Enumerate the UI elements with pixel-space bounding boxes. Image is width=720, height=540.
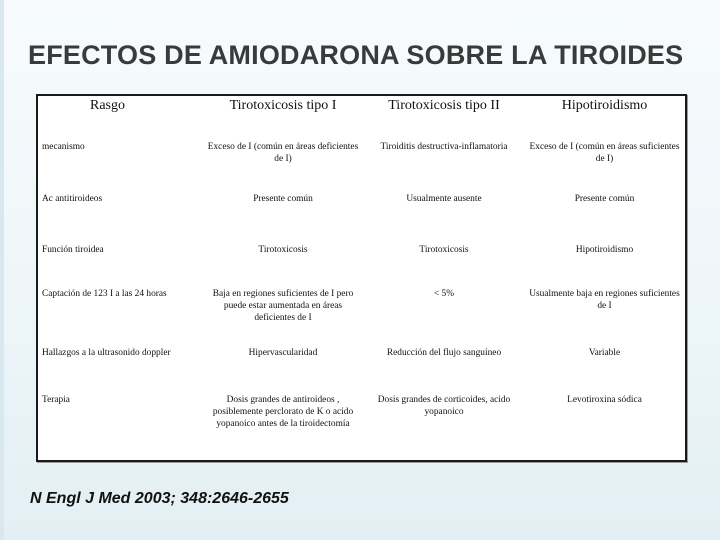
amiodarone-effects-table xyxy=(36,94,687,462)
table-cell: Dosis grandes de corticoides, acido yopanoico xyxy=(377,395,511,417)
row-label: Hallazgos a la ultrasonido doppler xyxy=(42,348,171,358)
header-tirotoxicosis-tipo-1: Tirotoxicosis tipo I xyxy=(229,98,337,113)
table-row xyxy=(38,394,685,462)
table-row xyxy=(38,288,685,347)
table-cell: Hipotiroidismo xyxy=(575,245,634,255)
table-row xyxy=(38,244,685,288)
slide-edge-accent xyxy=(0,0,4,540)
table-row xyxy=(38,193,685,244)
table-cell: Dosis grandes de antiroideos , posiblemente perclorato de K o acido yopanoico antes de la tiroidectomía xyxy=(212,395,354,429)
table-cell: Baja en regiones suficientes de I pero puede estar aumentada en áreas deficientes de I xyxy=(212,289,354,323)
table-cell: Presente común xyxy=(574,194,635,204)
citation: N Engl J Med 2003; 348:2646-2655 xyxy=(30,490,289,507)
table-cell: Exceso de I (común en áreas suficientes de I) xyxy=(529,142,680,164)
table-row xyxy=(38,347,685,394)
table-cell: < 5% xyxy=(433,289,455,299)
row-label: Terapia xyxy=(42,395,70,405)
table-cell: Exceso de I (común en áreas deficientes de I) xyxy=(207,142,359,164)
table-cell: Reducción del flujo sanguíneo xyxy=(386,348,502,358)
header-hipotiroidismo: Hipotiroidismo xyxy=(561,98,648,113)
table-cell: Usualmente ausente xyxy=(406,194,482,204)
row-label: Ac antitiroideos xyxy=(42,194,103,204)
row-label: mecanismo xyxy=(42,142,85,152)
comparison-table xyxy=(38,96,685,462)
table-cell: Variable xyxy=(588,348,621,358)
table-cell: Usualmente baja en regiones suficientes de I xyxy=(529,289,680,311)
table-row xyxy=(38,141,685,193)
slide-title: EFECTOS DE AMIODARONA SOBRE LA TIROIDES xyxy=(28,40,684,70)
table-cell: Hipervascularidad xyxy=(248,348,318,358)
table-cell: Tirotoxicosis xyxy=(419,245,469,255)
row-label: Captación de 123 I a las 24 horas xyxy=(42,289,167,299)
header-tirotoxicosis-tipo-2: Tirotoxicosis tipo II xyxy=(388,98,500,113)
table-cell: Presente común xyxy=(253,194,313,204)
table-header-row xyxy=(38,96,685,141)
header-rasgo: Rasgo xyxy=(90,98,125,113)
table-cell: Tirotoxicosis xyxy=(258,245,308,255)
row-label: Función tiroidea xyxy=(42,245,104,255)
table-cell: Tiroiditis destructiva-inflamatoria xyxy=(380,142,508,152)
table-cell: Levotiroxina sódica xyxy=(567,395,642,405)
